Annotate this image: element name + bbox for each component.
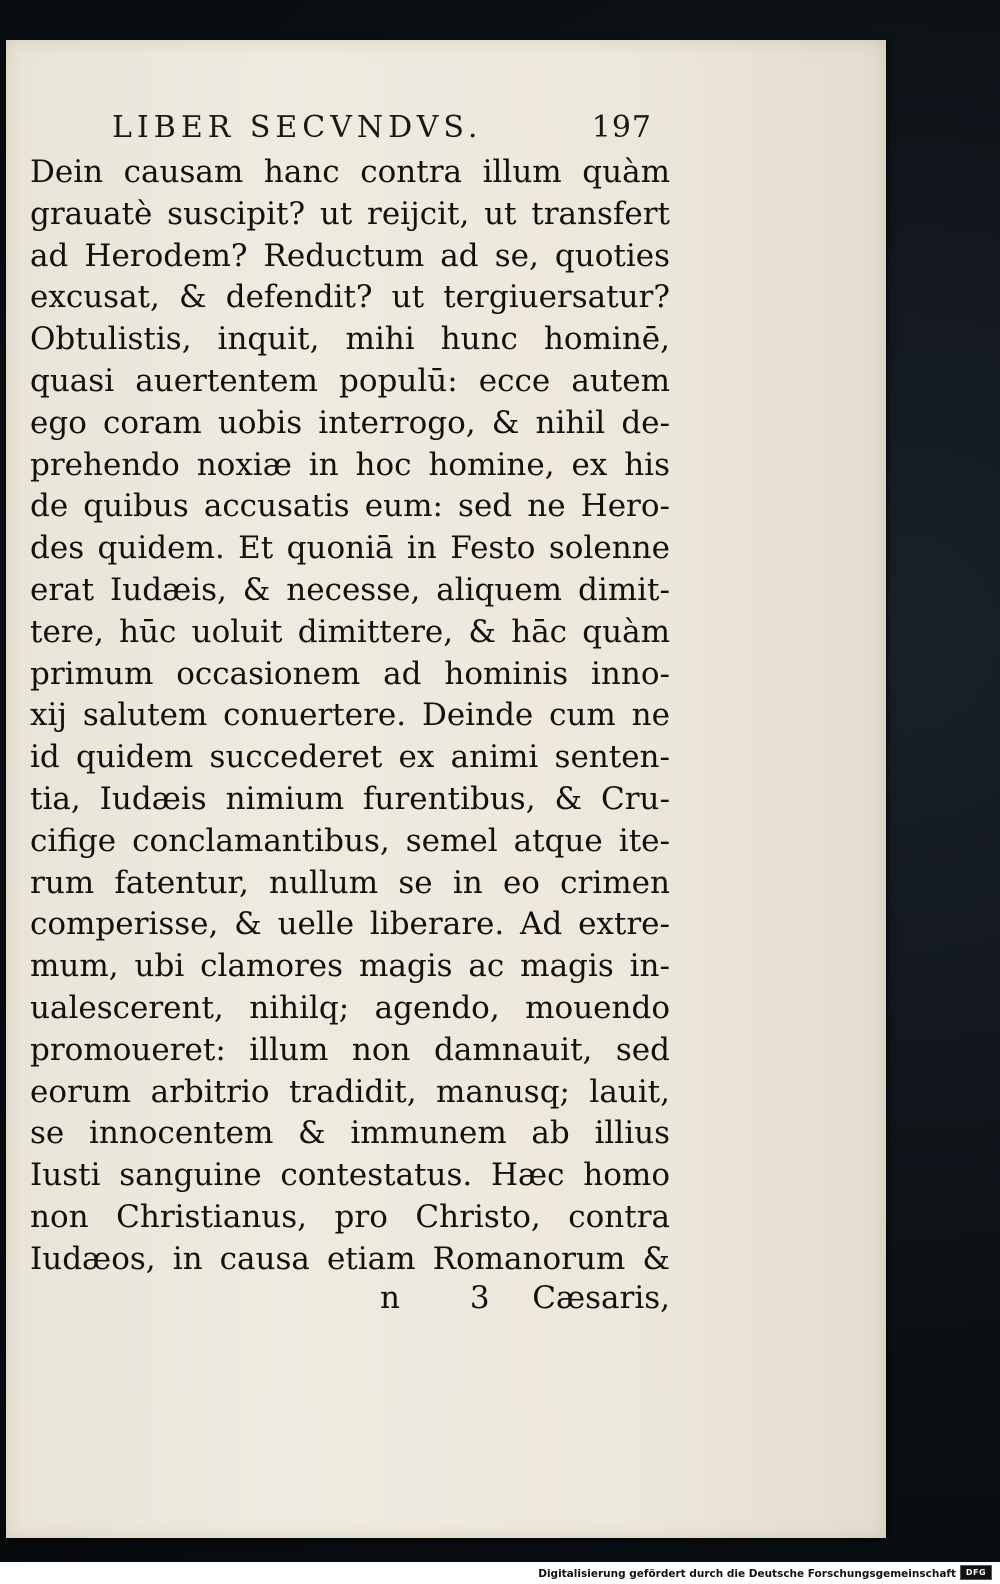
text-line: eorum arbitrio tradidit, manusq; lauit, — [30, 1073, 670, 1110]
text-line: se innocentem & immunem ab illius — [30, 1115, 670, 1152]
text-line: ego coram uobis interrogo, & nihil de- — [30, 404, 670, 441]
text-line: grauatè suscipit? ut reijcit, ut transfert — [30, 195, 670, 232]
running-head: LIBER SECVNDVS. — [112, 110, 483, 145]
text-line: ualescerent, nihilq; agendo, mouendo — [30, 989, 670, 1026]
signature-mark: n 3 — [380, 1280, 520, 1316]
page-number: 197 — [591, 110, 652, 145]
text-line: comperisse, & uelle liberare. Ad extre- — [30, 906, 670, 943]
text-line: Iudæos, in causa etiam Romanorum & — [30, 1240, 670, 1277]
catchline — [30, 1280, 670, 1324]
dfg-logo: DFG — [960, 1565, 992, 1580]
body-text — [30, 152, 670, 1281]
text-line: rum fatentur, nullum se in eo crimen — [30, 864, 670, 901]
text-line: mum, ubi clamores magis ac magis in- — [30, 948, 670, 985]
text-line: ad Herodem? Reductum ad se, quoties — [30, 237, 670, 274]
page-header — [112, 110, 652, 150]
catchword: Cæsaris, — [532, 1280, 670, 1316]
text-line: quasi auertentem populū: ecce autem — [30, 362, 670, 399]
text-line: erat Iudæis, & necesse, aliquem dimit- — [30, 571, 670, 608]
text-line: Dein causam hanc contra illum quàm — [30, 154, 670, 190]
text-line: Iusti sanguine contestatus. Hæc homo — [30, 1157, 670, 1194]
text-line: des quidem. Et quoniā in Festo solenne — [30, 530, 670, 567]
text-line: primum occasionem ad hominis inno- — [30, 655, 670, 692]
text-line: excusat, & defendit? ut tergiuersatur? — [30, 279, 670, 316]
funding-credit: Digitalisierung gefördert durch die Deutsche Forschungsgemeinschaft — [538, 1568, 956, 1580]
text-line: tia, Iudæis nimium furentibus, & Cru- — [30, 780, 670, 817]
text-line: Obtulistis, inquit, mihi hunc hominē, — [30, 321, 670, 358]
text-line: xij salutem conuertere. Deinde cum ne — [30, 697, 670, 734]
footer-bar — [0, 1562, 1000, 1584]
text-line: promoueret: illum non damnauit, sed — [30, 1031, 670, 1068]
text-line: tere, hūc uoluit dimittere, & hāc quàm — [30, 613, 670, 650]
text-line: id quidem succederet ex animi senten- — [30, 739, 670, 776]
text-line: non Christianus, pro Christo, contra — [30, 1198, 670, 1235]
text-line: cifige conclamantibus, semel atque ite- — [30, 822, 670, 859]
text-line: de quibus accusatis eum: sed ne Hero- — [30, 488, 670, 525]
text-line: prehendo noxiæ in hoc homine, ex his — [30, 446, 670, 483]
